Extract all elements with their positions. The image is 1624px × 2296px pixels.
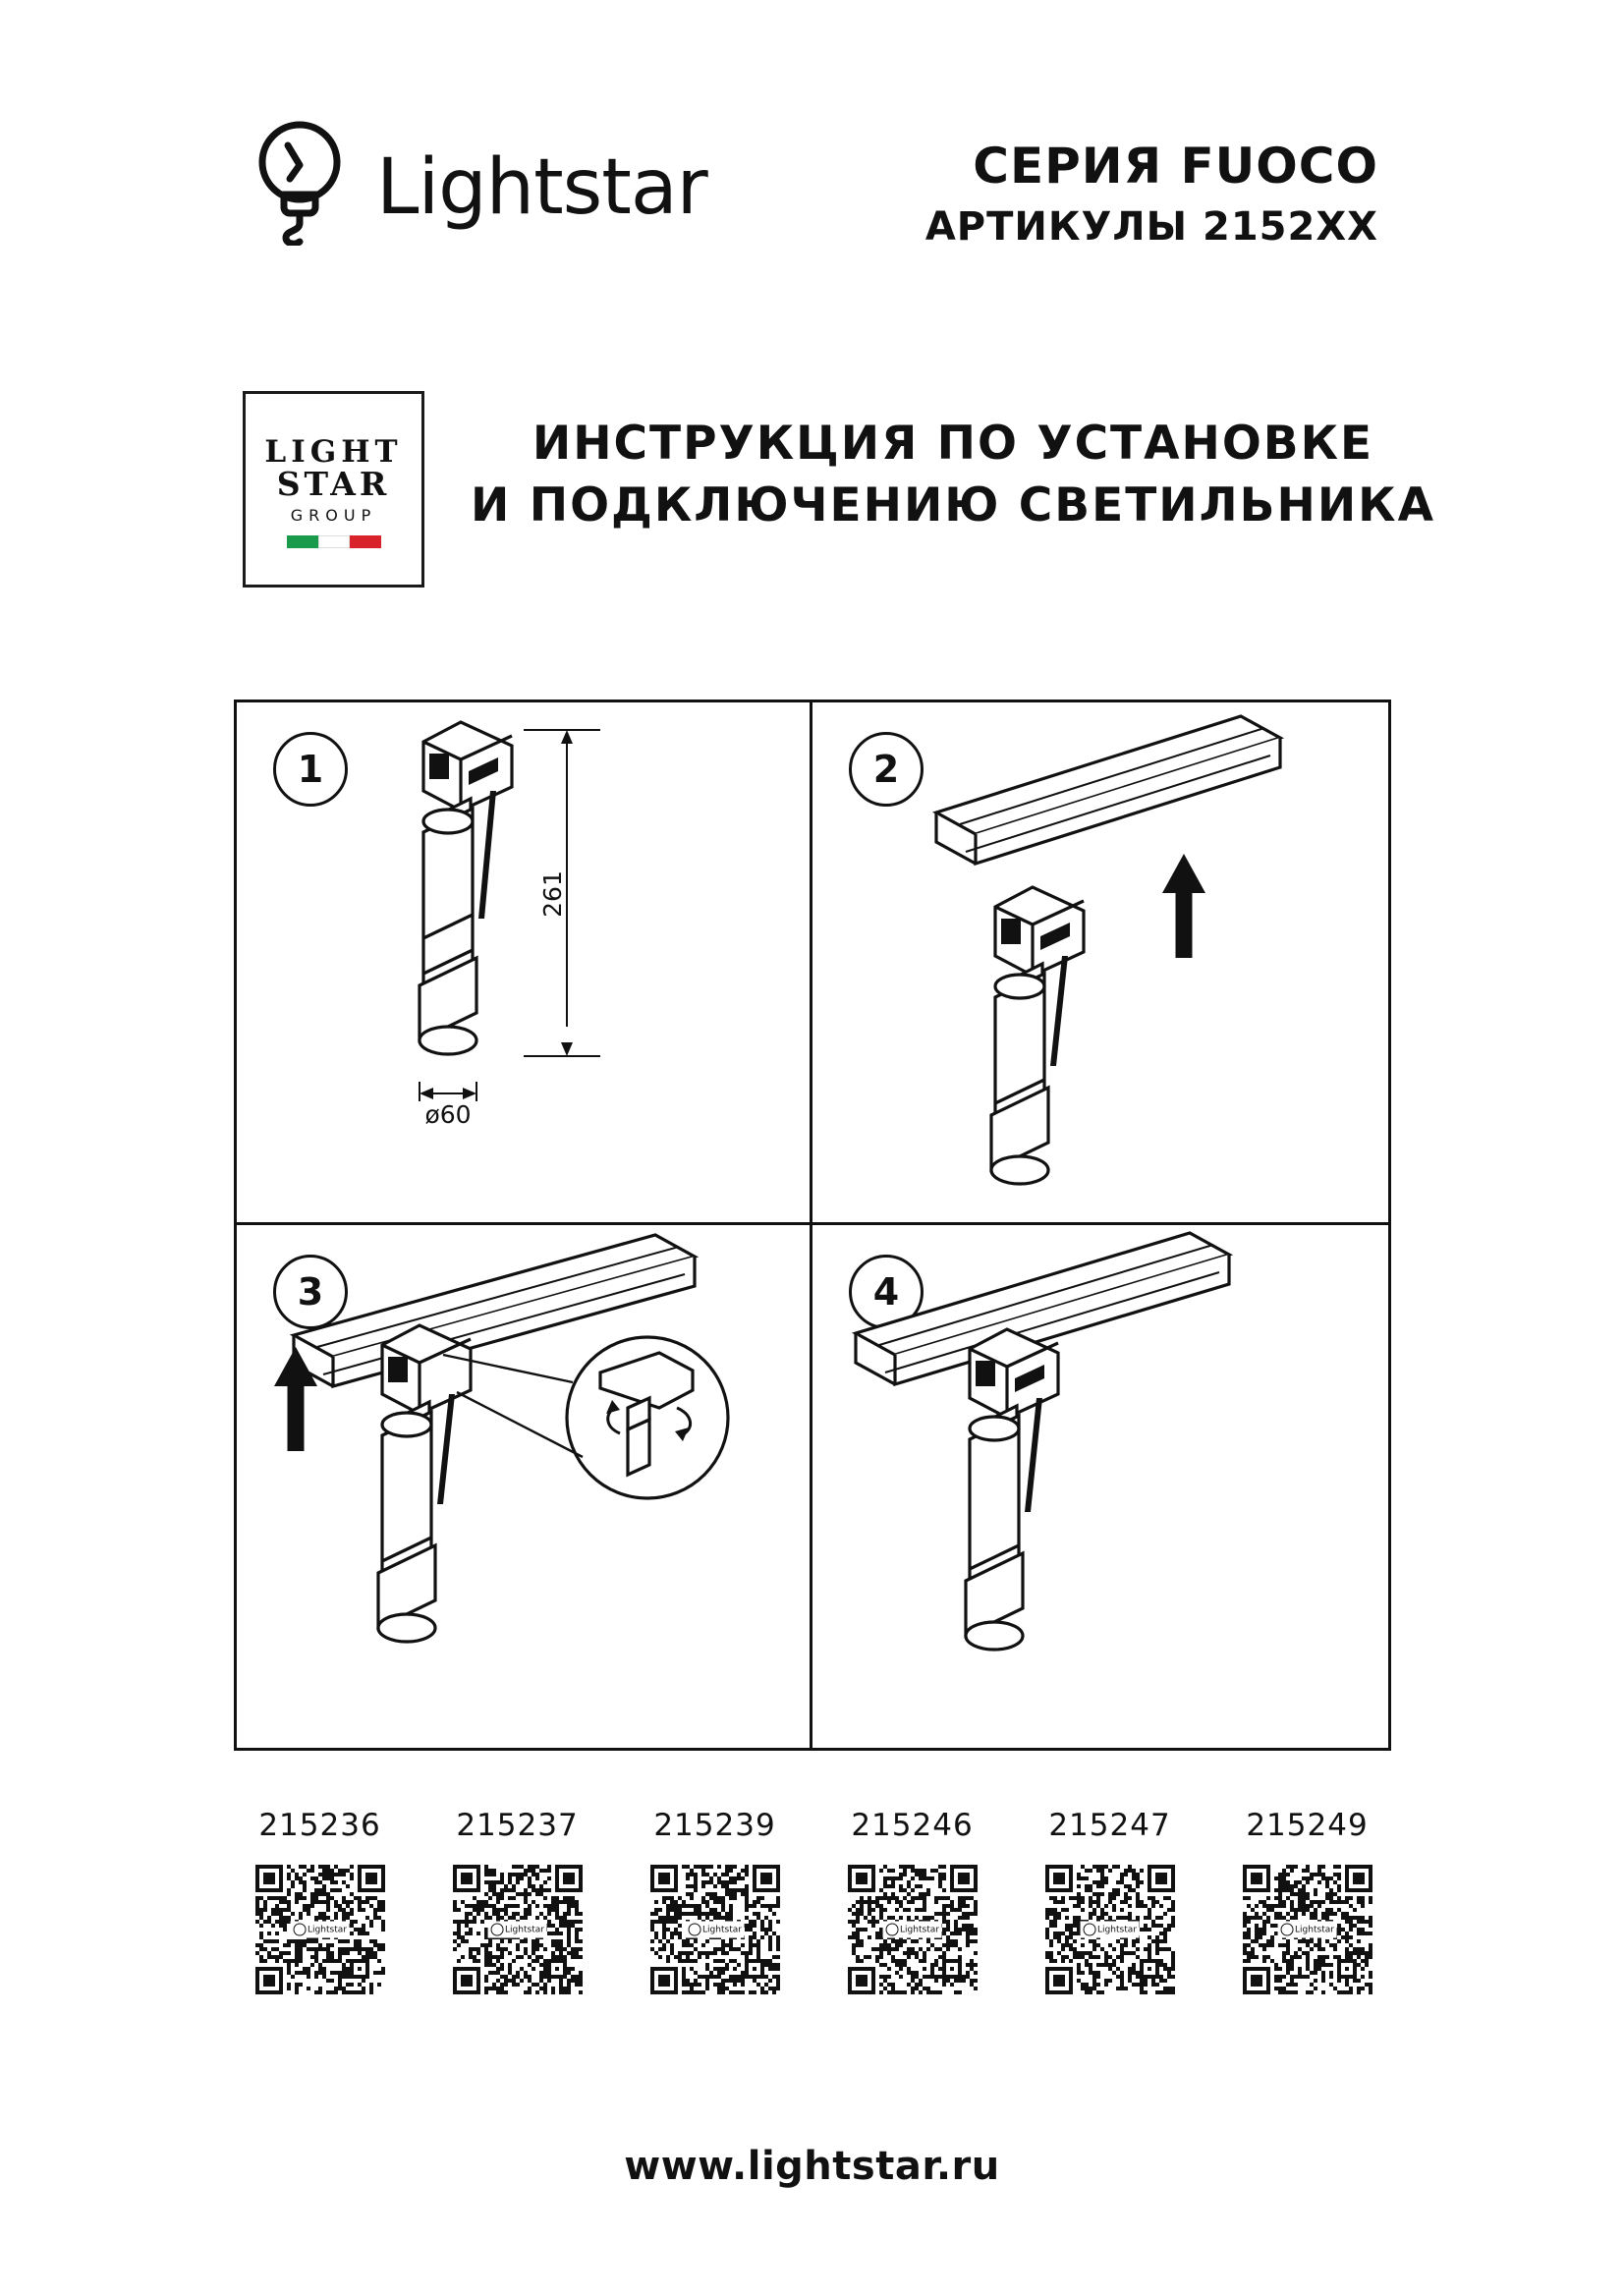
step-4-illustration <box>812 1225 1388 1746</box>
group-logo-line-light: LIGHT <box>264 433 403 470</box>
page-title-line1: ИНСТРУКЦИЯ ПО УСТАНОВКЕ <box>532 417 1374 471</box>
page-title <box>462 413 1444 537</box>
qr-center-logo <box>685 1922 745 1938</box>
bulb-logo-icon <box>293 1924 306 1936</box>
product-code: 215239 <box>653 1808 776 1843</box>
product-code: 215249 <box>1246 1808 1369 1843</box>
qr-item[interactable] <box>629 1808 801 1994</box>
dimension-diameter-label: ø60 <box>424 1100 472 1129</box>
qr-code-image[interactable] <box>453 1865 583 1994</box>
step-number-badge: 2 <box>849 732 924 807</box>
qr-center-logo <box>882 1922 942 1938</box>
qr-center-label: Lightstar <box>702 1925 742 1934</box>
qr-center-label: Lightstar <box>1295 1925 1334 1934</box>
page-title-line2: И ПОДКЛЮЧЕНИЮ СВЕТИЛЬНИКА <box>471 478 1435 533</box>
series-articles: АРТИКУЛЫ 2152XX <box>924 204 1378 250</box>
bulb-logo-icon <box>1083 1924 1095 1936</box>
qr-center-logo <box>1277 1922 1337 1938</box>
qr-code-image[interactable] <box>848 1865 978 1994</box>
step-rotate-lock <box>237 1225 812 1748</box>
series-name: СЕРИЯ FUOCO <box>973 138 1378 195</box>
qr-code-image[interactable] <box>650 1865 780 1994</box>
qr-item[interactable] <box>1221 1808 1393 1994</box>
dimension-height-label: 261 <box>538 870 567 918</box>
product-code: 215236 <box>258 1808 381 1843</box>
brand-block <box>241 118 707 246</box>
series-block <box>925 138 1378 250</box>
qr-item[interactable] <box>431 1808 603 1994</box>
step-number-badge: 1 <box>273 732 348 807</box>
group-logo-line-star: STAR <box>276 465 391 504</box>
installation-steps <box>234 700 1391 1751</box>
qr-item[interactable] <box>826 1808 998 1994</box>
qr-center-logo <box>487 1922 547 1938</box>
step-installed <box>812 1225 1388 1748</box>
group-logo-line-group: GROUP <box>290 506 377 526</box>
step-dimensions <box>237 702 812 1225</box>
qr-center-label: Lightstar <box>308 1925 347 1934</box>
qr-center-label: Lightstar <box>505 1925 544 1934</box>
qr-code-list <box>234 1808 1393 1994</box>
qr-code-image[interactable] <box>1243 1865 1372 1994</box>
qr-center-logo <box>1080 1922 1140 1938</box>
qr-item[interactable] <box>1024 1808 1196 1994</box>
qr-center-logo <box>290 1922 350 1938</box>
qr-item[interactable] <box>234 1808 406 1994</box>
lightstar-group-logo <box>243 391 424 588</box>
bulb-logo-icon <box>490 1924 503 1936</box>
bulb-logo-icon <box>241 118 359 246</box>
qr-code-image[interactable] <box>1045 1865 1175 1994</box>
bulb-logo-icon <box>688 1924 700 1936</box>
step-number-badge: 4 <box>849 1255 924 1329</box>
bulb-logo-icon <box>885 1924 898 1936</box>
qr-center-label: Lightstar <box>1097 1925 1137 1934</box>
brand-name: Lightstar <box>376 143 707 232</box>
italy-flag-icon <box>287 535 381 548</box>
step-2-illustration <box>812 702 1388 1225</box>
product-code: 215237 <box>456 1808 579 1843</box>
step-1-illustration <box>237 702 812 1225</box>
step-3-illustration <box>237 1225 812 1746</box>
qr-code-image[interactable] <box>255 1865 385 1994</box>
qr-center-label: Lightstar <box>900 1925 939 1934</box>
step-insert-into-track <box>812 702 1388 1225</box>
bulb-logo-icon <box>1280 1924 1293 1936</box>
step-number-badge: 3 <box>273 1255 348 1329</box>
product-code: 215247 <box>1048 1808 1171 1843</box>
website-url[interactable]: www.lightstar.ru <box>624 2144 1000 2189</box>
product-code: 215246 <box>851 1808 974 1843</box>
